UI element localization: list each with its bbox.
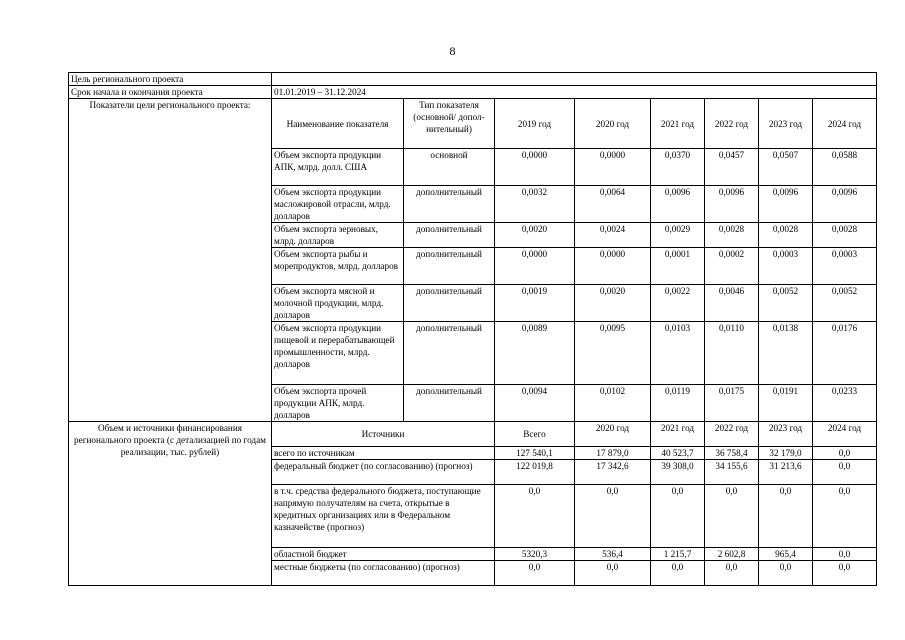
year-header: 2021 год bbox=[651, 99, 705, 149]
indicator-value: 0,0020 bbox=[575, 285, 651, 322]
indicator-value: 0,0176 bbox=[813, 322, 877, 385]
indicator-value: 0,0003 bbox=[759, 248, 813, 285]
indicator-value: 0,0029 bbox=[651, 223, 705, 248]
finance-value: 536,4 bbox=[575, 548, 651, 561]
indicator-value: 0,0096 bbox=[705, 186, 759, 223]
finance-value: 0,0 bbox=[813, 460, 877, 485]
finance-value: 32 179,0 bbox=[759, 447, 813, 460]
finance-value: 0,0 bbox=[705, 485, 759, 548]
finance-year-header: 2020 год bbox=[575, 422, 651, 447]
indicators-label: Показатели цели регионального проекта: bbox=[69, 99, 272, 422]
year-header: 2020 год bbox=[575, 99, 651, 149]
finance-value: 0,0 bbox=[759, 485, 813, 548]
indicator-value: 0,0370 bbox=[651, 149, 705, 186]
period-label: Срок начала и окончания проекта bbox=[69, 86, 272, 99]
finance-value: 0,0 bbox=[813, 447, 877, 460]
finance-header-row bbox=[69, 422, 877, 447]
finance-year-header: 2021 год bbox=[651, 422, 705, 447]
indicator-value: 0,0096 bbox=[651, 186, 705, 223]
indicator-name: Объем экспорта прочей продукции АПК, млрд. долларов bbox=[272, 385, 404, 422]
finance-value: 0,0 bbox=[813, 561, 877, 586]
indicator-value: 0,0096 bbox=[759, 186, 813, 223]
finance-source: областной бюджет bbox=[272, 548, 495, 561]
indicator-value: 0,0000 bbox=[575, 248, 651, 285]
indicator-value: 0,0020 bbox=[495, 223, 575, 248]
finance-total: 0,0 bbox=[495, 485, 575, 548]
indicator-type: дополнительный bbox=[404, 322, 495, 385]
indicator-value: 0,0019 bbox=[495, 285, 575, 322]
indicator-name: Объем экспорта продукции пищевой и перерабатывающей промышленности, млрд. долларов bbox=[272, 322, 404, 385]
finance-value: 0,0 bbox=[813, 548, 877, 561]
finance-value: 40 523,7 bbox=[651, 447, 705, 460]
goal-label: Цель регионального проекта bbox=[69, 73, 272, 86]
indicator-value: 0,0000 bbox=[575, 149, 651, 186]
indicator-value: 0,0175 bbox=[705, 385, 759, 422]
finance-label: Объем и источники финансирования регионального проекта (с детализацией по годам реализации, тыс. рублей) bbox=[69, 422, 272, 586]
indicator-value: 0,0022 bbox=[651, 285, 705, 322]
indicator-name: Объем экспорта мясной и молочной продукции, млрд. долларов bbox=[272, 285, 404, 322]
finance-total: 5320,3 bbox=[495, 548, 575, 561]
year-header: 2019 год bbox=[495, 99, 575, 149]
year-header: 2023 год bbox=[759, 99, 813, 149]
indicator-value: 0,0028 bbox=[813, 223, 877, 248]
year-header: 2024 год bbox=[813, 99, 877, 149]
period-row bbox=[69, 86, 877, 99]
goal-row bbox=[69, 73, 877, 86]
finance-source: всего по источникам bbox=[272, 447, 495, 460]
finance-value: 17 879,0 bbox=[575, 447, 651, 460]
finance-value: 0,0 bbox=[575, 561, 651, 586]
total-header: Всего bbox=[495, 422, 575, 447]
finance-year-header: 2024 год bbox=[813, 422, 877, 447]
finance-year-header: 2022 год bbox=[705, 422, 759, 447]
goal-value bbox=[272, 73, 877, 86]
year-header: 2022 год bbox=[705, 99, 759, 149]
project-table bbox=[68, 72, 877, 586]
finance-source: местные бюджеты (по согласованию) (прогноз) bbox=[272, 561, 495, 586]
finance-total: 0,0 bbox=[495, 561, 575, 586]
indicator-type: дополнительный bbox=[404, 248, 495, 285]
finance-value: 0,0 bbox=[759, 561, 813, 586]
indicator-name-header: Наименование показателя bbox=[272, 99, 404, 149]
finance-value: 0,0 bbox=[651, 485, 705, 548]
indicator-value: 0,0003 bbox=[813, 248, 877, 285]
indicator-name: Объем экспорта зерновых, млрд. долларов bbox=[272, 223, 404, 248]
page-number: 8 bbox=[449, 44, 456, 58]
finance-year-header: 2023 год bbox=[759, 422, 813, 447]
indicator-value: 0,0095 bbox=[575, 322, 651, 385]
indicator-value: 0,0588 bbox=[813, 149, 877, 186]
finance-value: 0,0 bbox=[705, 561, 759, 586]
indicator-value: 0,0110 bbox=[705, 322, 759, 385]
period-value: 01.01.2019 – 31.12.2024 bbox=[272, 86, 877, 99]
indicator-type: дополнительный bbox=[404, 285, 495, 322]
indicator-value: 0,0089 bbox=[495, 322, 575, 385]
finance-value: 965,4 bbox=[759, 548, 813, 561]
indicators-header-row bbox=[69, 99, 877, 149]
indicator-value: 0,0191 bbox=[759, 385, 813, 422]
indicator-type: дополнительный bbox=[404, 223, 495, 248]
indicator-type: дополнительный bbox=[404, 385, 495, 422]
indicator-value: 0,0032 bbox=[495, 186, 575, 223]
indicator-value: 0,0064 bbox=[575, 186, 651, 223]
indicator-value: 0,0094 bbox=[495, 385, 575, 422]
indicator-value: 0,0002 bbox=[705, 248, 759, 285]
indicator-value: 0,0052 bbox=[813, 285, 877, 322]
finance-value: 39 308,0 bbox=[651, 460, 705, 485]
finance-value: 2 602,8 bbox=[705, 548, 759, 561]
indicator-value: 0,0102 bbox=[575, 385, 651, 422]
indicator-value: 0,0096 bbox=[813, 186, 877, 223]
finance-value: 0,0 bbox=[575, 485, 651, 548]
indicator-value: 0,0052 bbox=[759, 285, 813, 322]
finance-value: 34 155,6 bbox=[705, 460, 759, 485]
finance-total: 122 019,8 bbox=[495, 460, 575, 485]
sources-header: Источники bbox=[272, 422, 495, 447]
finance-total: 127 540,1 bbox=[495, 447, 575, 460]
indicator-value: 0,0028 bbox=[759, 223, 813, 248]
finance-value: 0,0 bbox=[813, 485, 877, 548]
finance-value: 1 215,7 bbox=[651, 548, 705, 561]
indicator-type: основной bbox=[404, 149, 495, 186]
indicator-value: 0,0000 bbox=[495, 149, 575, 186]
indicator-name: Объем экспорта продукции АПК, млрд. долл. США bbox=[272, 149, 404, 186]
indicator-value: 0,0001 bbox=[651, 248, 705, 285]
indicator-value: 0,0507 bbox=[759, 149, 813, 186]
finance-value: 31 213,6 bbox=[759, 460, 813, 485]
finance-value: 17 342,6 bbox=[575, 460, 651, 485]
indicator-type: дополнительный bbox=[404, 186, 495, 223]
indicator-name: Объем экспорта рыбы и морепродуктов, млрд. долларов bbox=[272, 248, 404, 285]
indicator-value: 0,0119 bbox=[651, 385, 705, 422]
indicator-value: 0,0138 bbox=[759, 322, 813, 385]
indicator-name: Объем экспорта продукции масложировой отрасли, млрд. долларов bbox=[272, 186, 404, 223]
indicator-value: 0,0457 bbox=[705, 149, 759, 186]
indicator-value: 0,0103 bbox=[651, 322, 705, 385]
finance-source: федеральный бюджет (по согласованию) (прогноз) bbox=[272, 460, 495, 485]
indicator-value: 0,0024 bbox=[575, 223, 651, 248]
indicator-type-header: Тип показателя (основной/ допол-нительный) bbox=[404, 99, 495, 149]
indicator-value: 0,0233 bbox=[813, 385, 877, 422]
indicator-value: 0,0046 bbox=[705, 285, 759, 322]
indicator-value: 0,0000 bbox=[495, 248, 575, 285]
finance-value: 36 758,4 bbox=[705, 447, 759, 460]
finance-source: в т.ч. средства федерального бюджета, поступающие напрямую получателям на счета, открытые в кредитных организациях или в Федеральном казначействе (прогноз) bbox=[272, 485, 495, 548]
finance-value: 0,0 bbox=[651, 561, 705, 586]
indicator-value: 0,0028 bbox=[705, 223, 759, 248]
